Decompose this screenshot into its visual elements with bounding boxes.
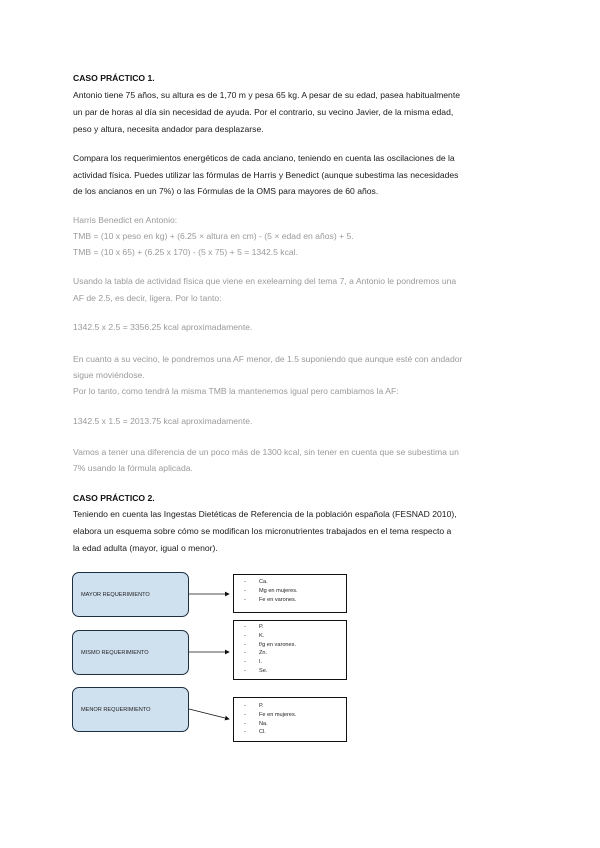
answer-neighbor-line: Por lo tanto, como tendrá la misma TMB la mantenemos igual pero cambiamos la AF: bbox=[73, 386, 399, 396]
list-item: - K. bbox=[234, 632, 346, 641]
caso2-title: CASO PRÁCTICO 2. bbox=[73, 493, 155, 503]
mismo-requerimiento-list bbox=[233, 620, 347, 680]
list-item: - Fe en varones. bbox=[234, 596, 346, 605]
list-item: - I. bbox=[234, 658, 346, 667]
caso1-intro-line: peso y altura, necesita andador para desplazarse. bbox=[73, 124, 264, 134]
answer-result-javier: 1342.5 x 1.5 = 2013.75 kcal aproximadamente. bbox=[73, 416, 253, 426]
list-item: - Se. bbox=[234, 667, 346, 676]
answer-af-line: Usando la tabla de actividad física que viene en exelearning del tema 7, a Antonio le pondremos una bbox=[73, 276, 457, 286]
list-item: - P. bbox=[234, 702, 346, 711]
list-item: - P. bbox=[234, 623, 346, 632]
menor-requerimiento-box: MENOR REQUERIMIENTO bbox=[72, 687, 189, 732]
caso1-title: CASO PRÁCTICO 1. bbox=[73, 73, 155, 83]
caso1-intro-line: Antonio tiene 75 años, su altura es de 1,70 m y pesa 65 kg. A pesar de su edad, pasea habitualmente bbox=[73, 90, 460, 100]
list-item: - Mg en mujeres. bbox=[234, 587, 346, 596]
mayor-requerimiento-list bbox=[233, 574, 347, 613]
caso2-task-line: Teniendo en cuenta las Ingestas Dietéticas de Referencia de la población española (FESNAD 2010), bbox=[73, 509, 457, 519]
answer-formula-line: Harris Benedict en Antonio: bbox=[73, 215, 178, 225]
list-item: - Na. bbox=[234, 720, 346, 729]
caso2-task-line: la edad adulta (mayor, igual o menor). bbox=[73, 543, 218, 553]
caso2-task-line: elabora un esquema sobre cómo se modifican los micronutrientes trabajados en el tema respecto a bbox=[73, 526, 452, 536]
answer-af-line: AF de 2.5, es decir, ligera. Por lo tanto: bbox=[73, 293, 222, 303]
mismo-requerimiento-box: MISMO REQUERIMIENTO bbox=[72, 630, 189, 675]
mayor-requerimiento-box: MAYOR REQUERIMIENTO bbox=[72, 572, 189, 617]
answer-formula-line: TMB = (10 x 65) + (6.25 x 170) - (5 x 75) + 5 = 1342.5 kcal. bbox=[73, 247, 298, 257]
arrow-menor bbox=[189, 709, 229, 719]
answer-conclusion-line: Vamos a tener una diferencia de un poco más de 1300 kcal, sin tener en cuenta que se subestima un bbox=[73, 447, 459, 457]
list-item: - Cl. bbox=[234, 728, 346, 737]
list-item: - Zn. bbox=[234, 649, 346, 658]
menor-requerimiento-list bbox=[233, 697, 347, 742]
caso1-task-line: Compara los requerimientos energéticos de cada anciano, teniendo en cuenta las oscilaciones de la bbox=[73, 153, 455, 163]
list-item: - Fe en mujeres. bbox=[234, 711, 346, 720]
caso1-intro-line: un par de horas al día sin necesidad de ayuda. Por el contrario, su vecino Javier, de la misma edad, bbox=[73, 107, 454, 117]
list-item: - Ca. bbox=[234, 578, 346, 587]
answer-formula-line: TMB = (10 x peso en kg) + (6.25 × altura en cm) - (5 × edad en años) + 5. bbox=[73, 231, 354, 241]
answer-result-antonio: 1342.5 x 2.5 = 3356.25 kcal aproximadamente. bbox=[73, 322, 253, 332]
answer-conclusion-line: 7% usando la fórmula aplicada. bbox=[73, 463, 193, 473]
list-item: - f/g en varones. bbox=[234, 641, 346, 650]
answer-neighbor-line: En cuanto a su vecino, le pondremos una AF menor, de 1.5 suponiendo que aunque esté con andador bbox=[73, 354, 463, 364]
caso1-task-line: actividad física. Puedes utilizar las fórmulas de Harris y Benedict (aunque subestima las necesidades bbox=[73, 170, 459, 180]
answer-neighbor-line: sigue moviéndose. bbox=[73, 370, 145, 380]
caso1-task-line: de los ancianos en un 7%) o las Fórmulas de la OMS para mayores de 60 años. bbox=[73, 186, 379, 196]
